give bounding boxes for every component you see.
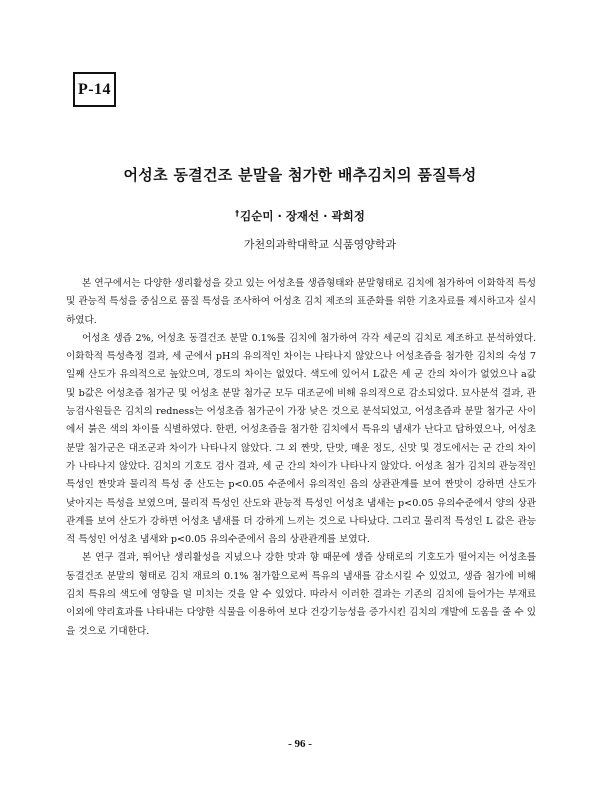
paper-title: 어성초 동결건조 분말을 첨가한 배추김치의 품질특성 (123, 166, 477, 184)
abstract-paragraph-3: 본 연구 결과, 뛰어난 생리활성을 지녔으나 강한 맛과 향 때문에 생즙 상태로의 기호도가 떨어지는 어성초를 동결건조 분말의 형태로 김치 재료의 0.1% 첨가함으로써 특유의 냄새를 감소시킬 수 있었고, 생즙 첨가에 비해 김치 특유의 색도에 영향을 덜 미치는 것을 알 수 있었다. 따라서 이러한 결과는 기존의 김치에 들어가는 부재료 이외에 약리효과를 나타내는 다양한 식물을 이용하여 보다 건강기능성을 증가시킨 김치의 개발에 도움을 줄 수 있을 것으로 기대한다. (66, 552, 536, 637)
author-names: 김순미 · 장재선 · 곽희정 (240, 209, 365, 223)
author-line (0, 208, 600, 224)
page-number: - 96 - (288, 738, 312, 750)
poster-code: P-14 (77, 80, 112, 98)
abstract-paragraph-1: 본 연구에서는 다양한 생리활성을 갖고 있는 어성초를 생즙형태와 분말형태로 김치에 첨가하여 이화학적 특성 및 관능적 특성을 중심으로 품질 특성을 조사하여 어성초 김치 제조의 표준화를 위한 기초자료를 제시하고자 실시하였다. (66, 278, 536, 326)
corresponding-author-mark: † (235, 209, 240, 218)
abstract-body (66, 275, 536, 641)
poster-code-box (73, 72, 116, 107)
abstract-paragraph-2: 어성초 생즙 2%, 어성초 동결건조 분말 0.1%를 김치에 첨가하여 각각 세군의 김치로 제조하고 분석하였다. 이화학적 특성측정 결과, 세 군에서 pH의 유의적인 차이는 나타나지 않았으나 어성초즙을 첨가한 김치의 숙성 7일째 산도가 유의적으로 높았으며, 경도의 차이는 없었다. 색도에 있어서 L값은 세 군 간의 차이가 없었으나 a값 및 b값은 어성초즙 첨가군 및 어성초 분말 첨가군 모두 대조군에 비해 유의적으로 감소되었다. 묘사분석 결과, 관능검사원들은 김치의 redness는 어성초즙 첨가군이 가장 낮은 것으로 분석되었고, 어성초즙과 분말 첨가군 사이에서 붉은 색의 차이를 식별하였다. 한편, 어성초즙을 첨가한 김치에서 특유의 냄새가 난다고 답하였으나, 어성초 분말 첨가군은 대조군과 차이가 나타나지 않았다. 그 외 짠맛, 단맛, 매운 정도, 신맛 및 경도에서는 군 간의 차이가 나타나지 않았다. 김치의 기호도 검사 결과, 세 군 간의 차이가 나타나지 않았다. 어성초 첨가 김치의 관능적인 특성인 짠맛과 물리적 특성 중 산도는 p<0.05 수준에서 유의적인 음의 상관관계를 보여 짠맛이 강하면 산도가 낮아지는 특성을 보였으며, 물리적 특성인 산도와 관능적 특성인 어성초 냄새는 p<0.05 유의수준에서 양의 상관관계를 보여 산도가 강하면 어성초 냄새를 더 강하게 느끼는 것으로 나타났다. 그리고 물리적 특성인 L 값은 관능적 특성인 어성초 냄새와 p<0.05 유의수준에서 음의 상관관계를 보였다. (66, 332, 536, 546)
affiliation: 가천의과학대학교 식품영양학과 (243, 238, 397, 251)
